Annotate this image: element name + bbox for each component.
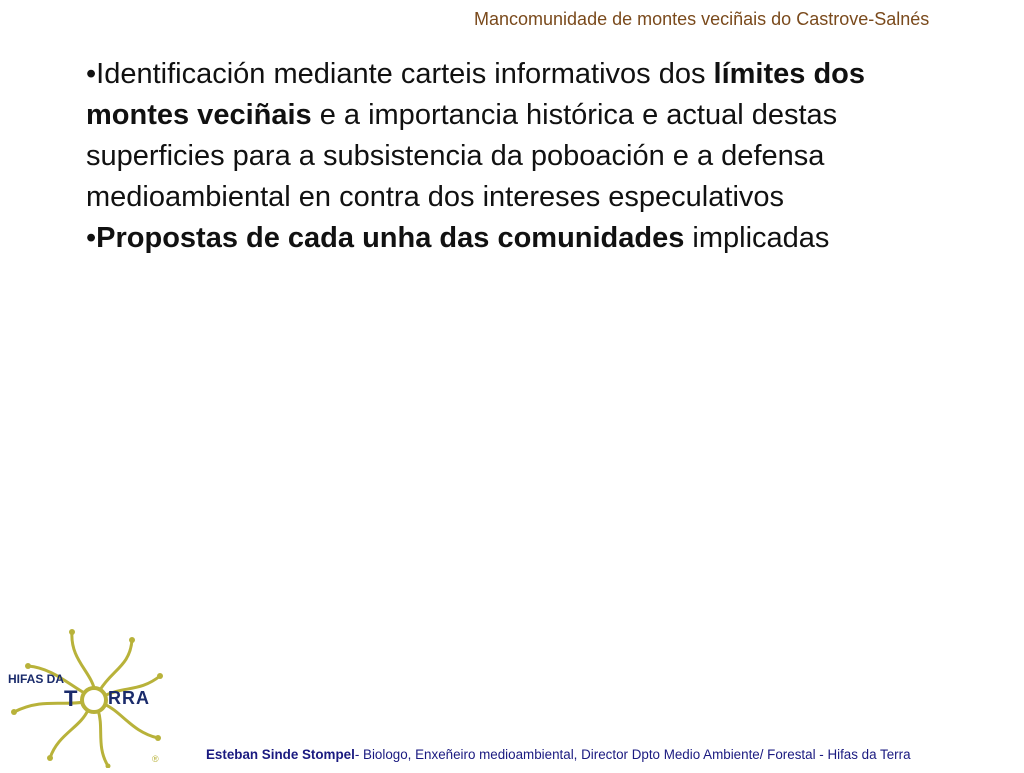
sun-spiral-icon: [0, 620, 170, 768]
bullet-text: e a importancia histórica e actual destas superficies para a subsistencia da poboación e a defensa medioambiental en contra dos intereses especulativos: [86, 99, 838, 213]
bullet-bold-text: límites dos montes veciñais: [86, 58, 866, 131]
bullet-marker: •: [86, 222, 97, 254]
bullet-item-identification: [86, 54, 966, 218]
slide-content: [86, 54, 966, 259]
logo-text-t: T: [64, 686, 78, 711]
bullet-text: implicadas: [684, 222, 830, 254]
logo-text-rra: RRA: [108, 688, 150, 708]
bullet-marker: •: [86, 58, 97, 90]
footer-credit: [206, 746, 911, 764]
logo-text-line1: HIFAS DA: [8, 672, 65, 686]
registered-mark: ®: [152, 754, 159, 764]
hifas-da-terra-logo: [0, 620, 170, 768]
header-title: Mancomunidade de montes veciñais do Castrove-Salnés: [474, 9, 930, 29]
footer-author-name: Esteban Sinde Stompel: [206, 747, 355, 762]
bullet-text: Identificación mediante carteis informativos dos: [96, 58, 714, 90]
bullet-item-proposals: [86, 218, 966, 259]
bullet-bold-text: Propostas de cada unha das comunidades: [96, 222, 685, 254]
footer-description: - Biologo, Enxeñeiro medioambiental, Director Dpto Medio Ambiente/ Forestal - Hifas da Terra: [354, 747, 911, 762]
